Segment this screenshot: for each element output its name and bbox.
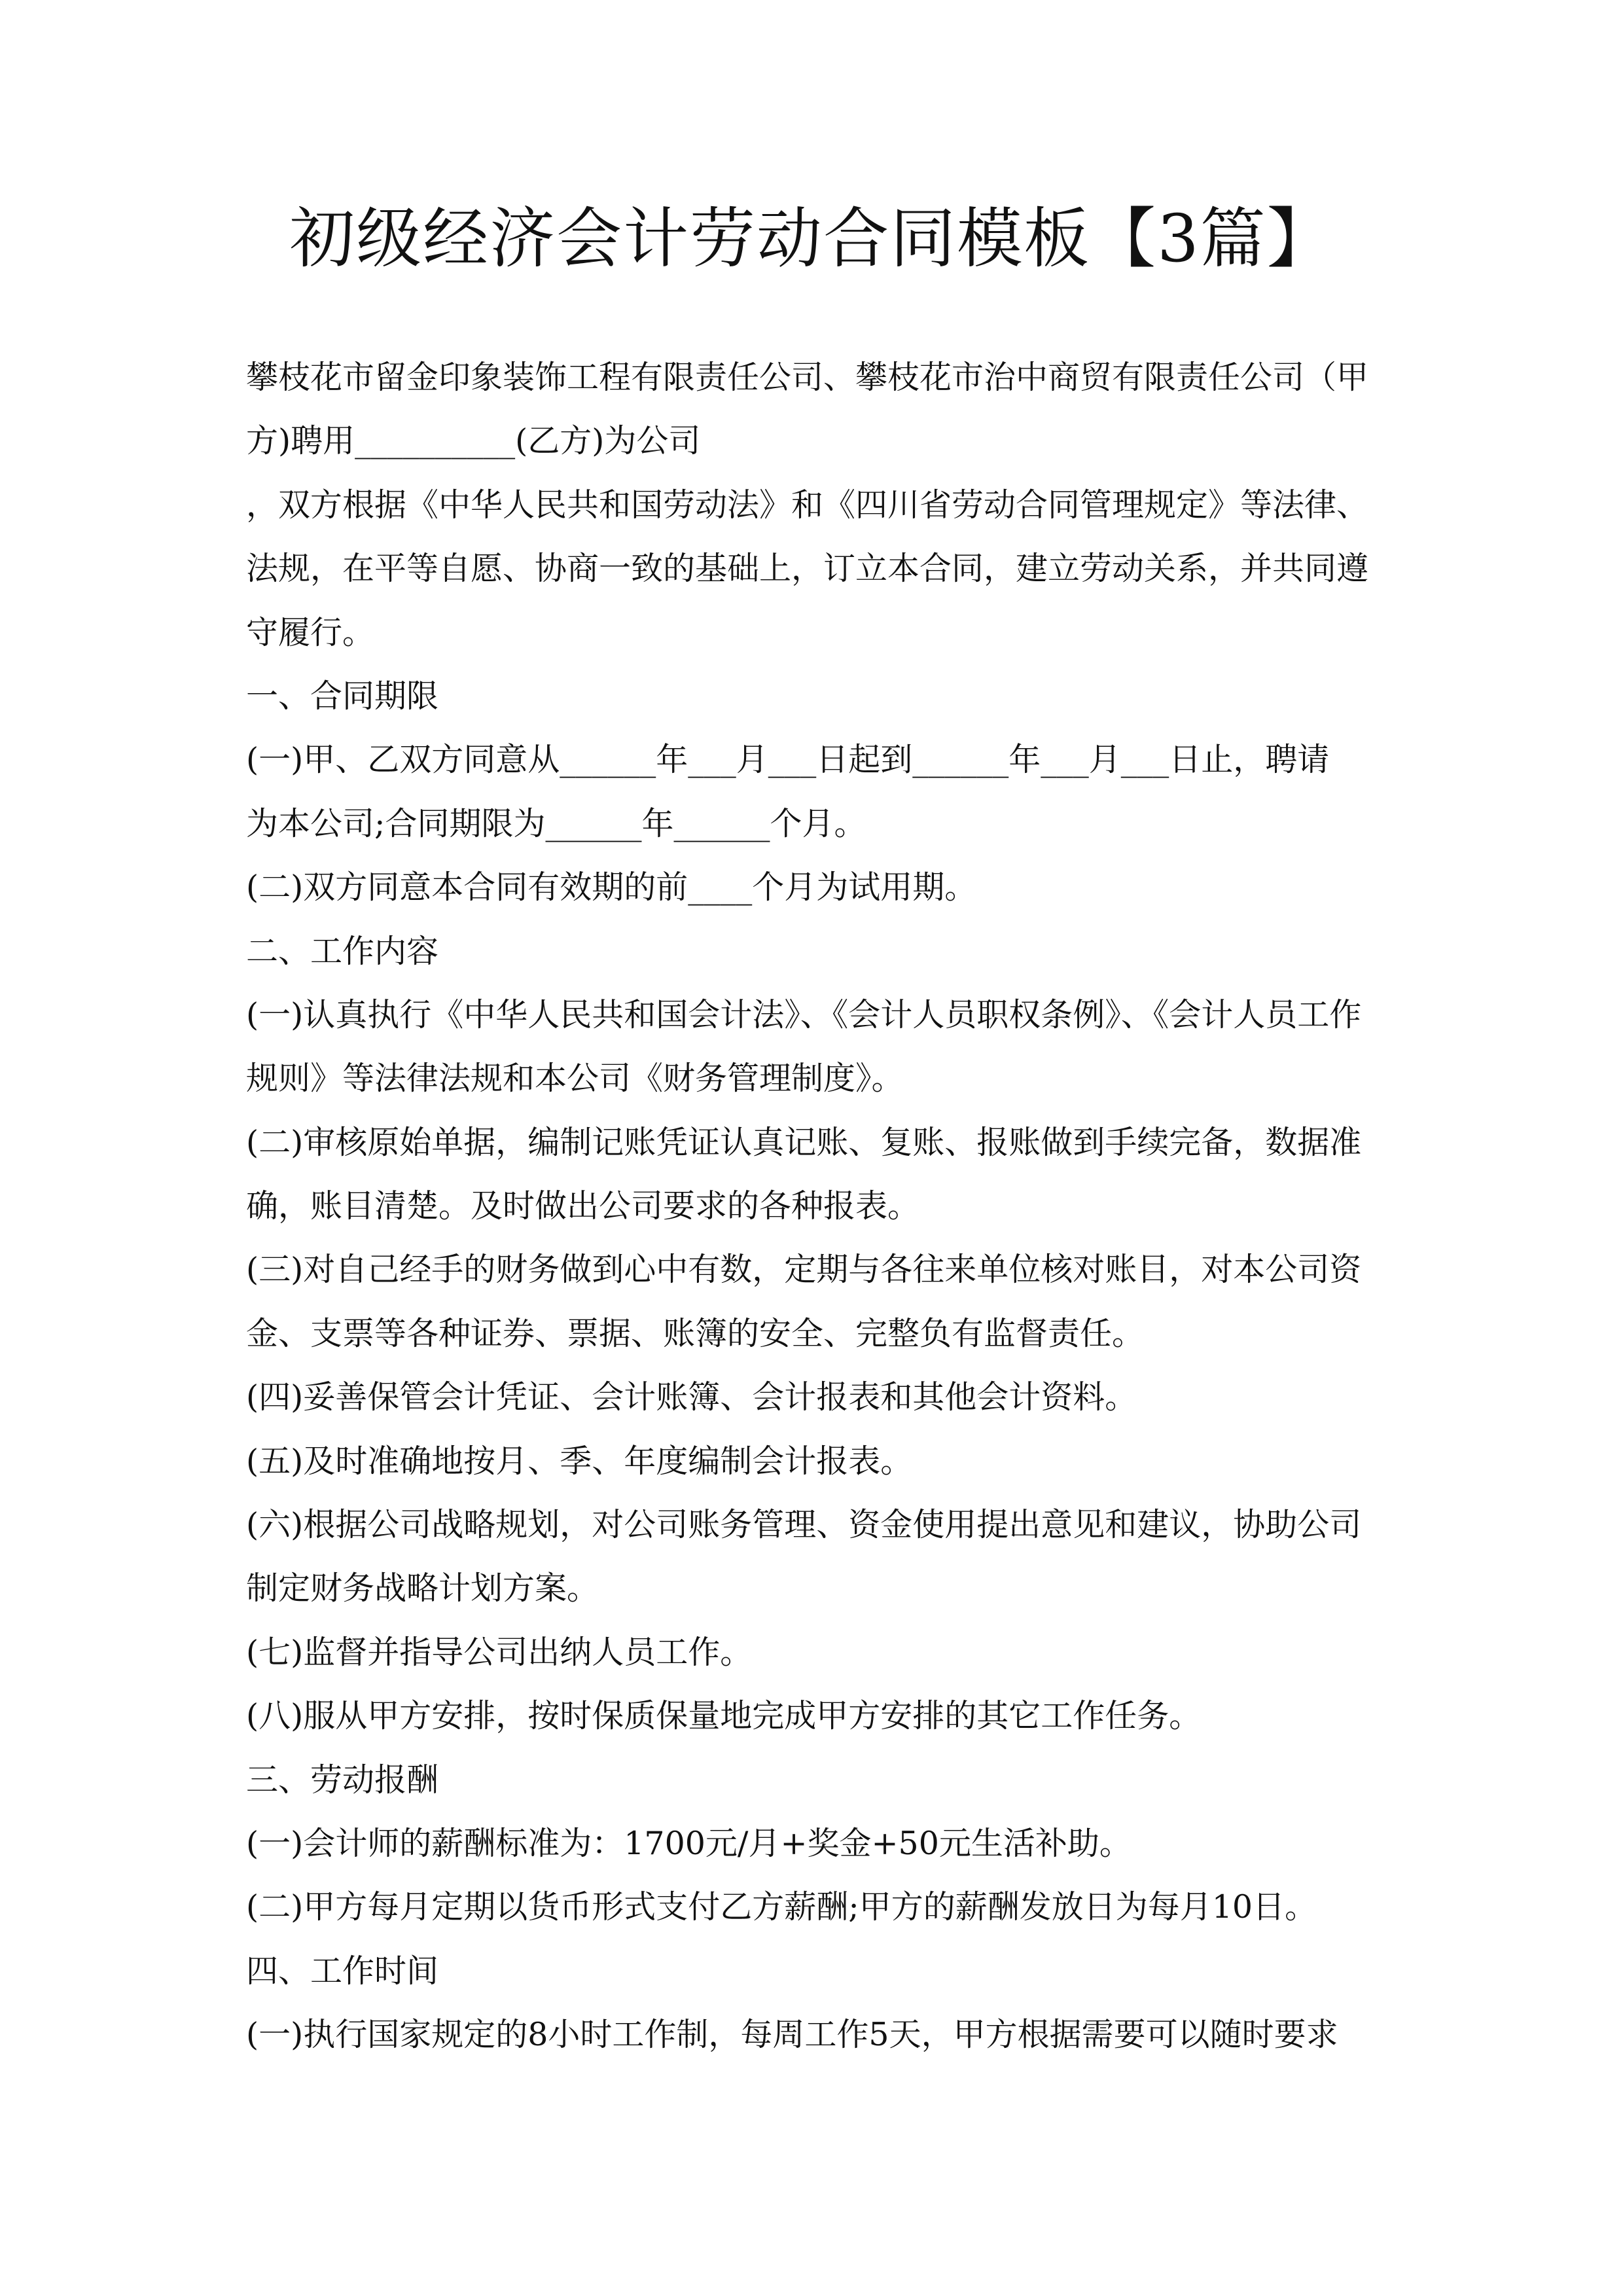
paragraph-line: (三)对自己经手的财务做到心中有数，定期与各往来单位核对账目，对本公司资 — [246, 1251, 1362, 1289]
paragraph-line: 二、工作内容 — [246, 932, 439, 970]
paragraph-line: 法规，在平等自愿、协商一致的基础上，订立本合同，建立劳动关系，并共同遵 — [246, 550, 1369, 588]
paragraph-line: 守履行。 — [246, 613, 375, 651]
paragraph-line: (二)审核原始单据，编制记账凭证认真记账、复账、报账做到手续完备，数据准 — [246, 1123, 1362, 1161]
paragraph-line: 确，账目清楚。及时做出公司要求的各种报表。 — [246, 1187, 920, 1225]
paragraph-line: (八)服从甲方安排，按时保质保量地完成甲方安排的其它工作任务。 — [246, 1697, 1202, 1735]
paragraph-line: 规则》等法律法规和本公司《财务管理制度》。 — [246, 1060, 904, 1098]
paragraph-line: (二)双方同意本合同有效期的前____个月为试用期。 — [246, 869, 977, 906]
paragraph-line: 三、劳动报酬 — [246, 1761, 439, 1799]
paragraph-line: ，双方根据《中华人民共和国劳动法》和《四川省劳动合同管理规定》等法律、 — [246, 486, 1369, 524]
paragraph-line: 一、合同期限 — [246, 677, 439, 715]
paragraph-line: 制定财务战略计划方案。 — [246, 1570, 599, 1607]
paragraph-line: (四)妥善保管会计凭证、会计账簿、会计报表和其他会计资料。 — [246, 1378, 1137, 1416]
document-body — [246, 346, 1385, 2067]
paragraph-line: (一)执行国家规定的8小时工作制，每周工作5天，甲方根据需要可以随时要求 — [246, 2016, 1338, 2054]
paragraph-line: (二)甲方每月定期以货币形式支付乙方薪酬;甲方的薪酬发放日为每月10日。 — [246, 1888, 1317, 1926]
paragraph-line: (五)及时准确地按月、季、年度编制会计报表。 — [246, 1442, 913, 1480]
paragraph-line: 金、支票等各种证券、票据、账簿的安全、完整负有监督责任。 — [246, 1314, 1145, 1352]
paragraph-line: (七)监督并指导公司出纳人员工作。 — [246, 1633, 753, 1671]
paragraph-line: (一)会计师的薪酬标准为：1700元/月+奖金+50元生活补助。 — [246, 1824, 1132, 1862]
paragraph-line: 为本公司;合同期限为______年______个月。 — [246, 804, 866, 842]
paragraph-line: 方)聘用__________(乙方)为公司 — [246, 422, 701, 460]
paragraph-line: (一)认真执行《中华人民共和国会计法》、《会计人员职权条例》、《会计人员工作 — [246, 996, 1362, 1033]
paragraph-line: 攀枝花市留金印象装饰工程有限责任公司、攀枝花市治中商贸有限责任公司（甲 — [246, 359, 1369, 396]
paragraph-line: (六)根据公司战略规划，对公司账务管理、资金使用提出意见和建议，协助公司 — [246, 1506, 1362, 1544]
paragraph-line: 四、工作时间 — [246, 1952, 439, 1990]
paragraph-line: (一)甲、乙双方同意从______年___月___日起到______年___月___日止，聘请 — [246, 741, 1330, 779]
document-title: 初级经济会计劳动合同模板【3篇】 — [289, 200, 1334, 277]
